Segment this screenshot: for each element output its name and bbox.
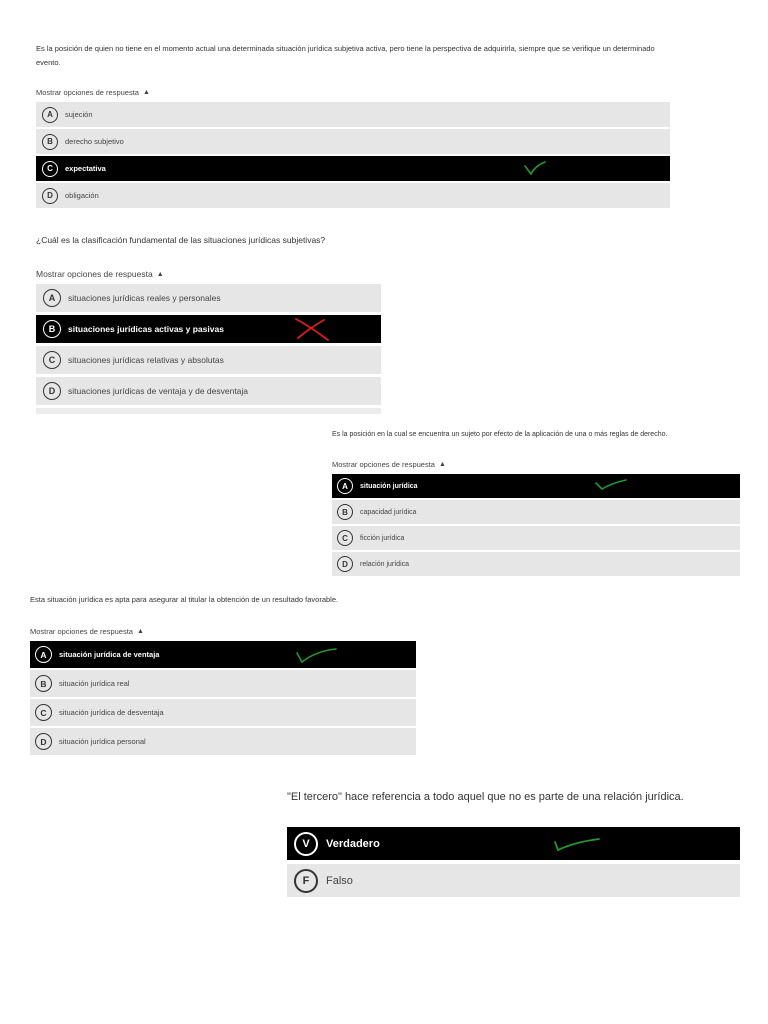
- toggle-label: Mostrar opciones de respuesta: [36, 269, 153, 279]
- option-label: sujeción: [65, 110, 93, 119]
- option-label: Verdadero: [326, 837, 380, 850]
- answer-options: [287, 827, 740, 897]
- option-letter-badge: C: [42, 161, 58, 177]
- check-mark-icon: [594, 477, 628, 493]
- option-label: situaciones jurídicas relativas y absolutas: [68, 355, 224, 365]
- option-label: situación jurídica de desventaja: [59, 708, 164, 717]
- option-label: situación jurídica: [360, 482, 418, 490]
- option-letter-badge: C: [337, 530, 353, 546]
- question-1: [36, 42, 676, 208]
- option-letter-badge: D: [42, 188, 58, 204]
- answer-option-a[interactable]: [30, 641, 416, 668]
- option-label: situación jurídica personal: [59, 737, 146, 746]
- answer-option-c[interactable]: [332, 526, 740, 550]
- option-letter-badge: B: [337, 504, 353, 520]
- answer-option-c[interactable]: [30, 699, 416, 726]
- option-label: ficción jurídica: [360, 534, 405, 542]
- answer-option-true[interactable]: [287, 827, 740, 860]
- option-letter-badge: B: [43, 320, 61, 338]
- option-label: situaciones jurídicas reales y personales: [68, 293, 221, 303]
- option-letter-badge: A: [337, 478, 353, 494]
- answer-option-c[interactable]: [36, 346, 381, 374]
- toggle-label: Mostrar opciones de respuesta: [36, 88, 139, 97]
- option-letter-badge: D: [337, 556, 353, 572]
- option-label: situación jurídica de ventaja: [59, 650, 160, 659]
- answer-option-d[interactable]: [36, 183, 670, 208]
- answer-options: [36, 284, 381, 405]
- answer-option-d[interactable]: [332, 552, 740, 576]
- option-label: situaciones jurídicas de ventaja y de desventaja: [68, 386, 249, 396]
- option-letter-badge: A: [42, 107, 58, 123]
- check-mark-icon: [523, 160, 547, 178]
- answer-option-c[interactable]: [36, 156, 670, 181]
- answer-options: [36, 102, 670, 208]
- option-label: situaciones jurídicas activas y pasivas: [68, 324, 224, 334]
- option-label: situación jurídica real: [59, 679, 130, 688]
- show-options-toggle[interactable]: [36, 269, 386, 279]
- show-options-toggle[interactable]: [332, 460, 742, 469]
- answer-option-b[interactable]: [36, 315, 381, 343]
- answer-option-a[interactable]: [332, 474, 740, 498]
- option-label: relación jurídica: [360, 560, 410, 568]
- question-5: [287, 790, 747, 897]
- answer-option-b[interactable]: [36, 129, 670, 154]
- answer-options: [30, 641, 416, 755]
- option-letter-badge: D: [35, 733, 52, 750]
- answer-option-d[interactable]: [36, 377, 381, 405]
- option-letter-badge: F: [294, 869, 318, 893]
- check-mark-icon: [294, 645, 338, 665]
- question-text: Es la posición en la cual se encuentra un sujeto por efecto de la aplicación de una o más reglas de derecho.: [332, 431, 668, 438]
- question-4: [30, 593, 430, 755]
- question-text: Esta situación jurídica es apta para asegurar al titular la obtención de un resultado favorable.: [30, 595, 339, 604]
- option-letter-badge: V: [294, 832, 318, 856]
- show-options-toggle[interactable]: [36, 88, 676, 97]
- answer-option-d[interactable]: [30, 728, 416, 755]
- toggle-label: Mostrar opciones de respuesta: [332, 460, 435, 469]
- option-letter-badge: B: [42, 134, 58, 150]
- option-letter-badge: D: [43, 382, 61, 400]
- option-letter-badge: A: [43, 289, 61, 307]
- option-letter-badge: C: [35, 704, 52, 721]
- option-label: obligación: [65, 191, 99, 200]
- cross-mark-icon: [292, 316, 332, 342]
- question-text: "El tercero" hace referencia a todo aquel que no es parte de una relación jurídica.: [287, 791, 684, 803]
- answer-options: [332, 474, 740, 576]
- question-3: [332, 428, 742, 576]
- question-2: [36, 233, 386, 414]
- show-options-toggle[interactable]: [30, 627, 430, 636]
- chevron-up-icon: ▲: [142, 89, 150, 96]
- option-list-bottom-edge: [36, 408, 381, 414]
- chevron-up-icon: ▲: [136, 628, 144, 635]
- option-letter-badge: B: [35, 675, 52, 692]
- check-mark-icon: [551, 834, 601, 854]
- question-text: ¿Cuál es la clasificación fundamental de las situaciones jurídicas subjetivas?: [36, 235, 326, 245]
- answer-option-a[interactable]: [36, 284, 381, 312]
- question-text: Es la posición de quien no tiene en el momento actual una determinada situación jurídica subjetiva activa, pero tiene la perspectiva de adquirirla, siempre que se verifique un determinado evento.: [36, 44, 655, 67]
- answer-option-a[interactable]: [36, 102, 670, 127]
- option-label: capacidad jurídica: [360, 508, 417, 516]
- option-label: expectativa: [65, 164, 106, 173]
- chevron-up-icon: ▲: [438, 461, 446, 468]
- toggle-label: Mostrar opciones de respuesta: [30, 627, 133, 636]
- answer-option-b[interactable]: [332, 500, 740, 524]
- chevron-up-icon: ▲: [156, 270, 164, 278]
- option-letter-badge: A: [35, 646, 52, 663]
- option-label: derecho subjetivo: [65, 137, 124, 146]
- option-letter-badge: C: [43, 351, 61, 369]
- answer-option-b[interactable]: [30, 670, 416, 697]
- answer-option-false[interactable]: [287, 864, 740, 897]
- option-label: Falso: [326, 874, 353, 887]
